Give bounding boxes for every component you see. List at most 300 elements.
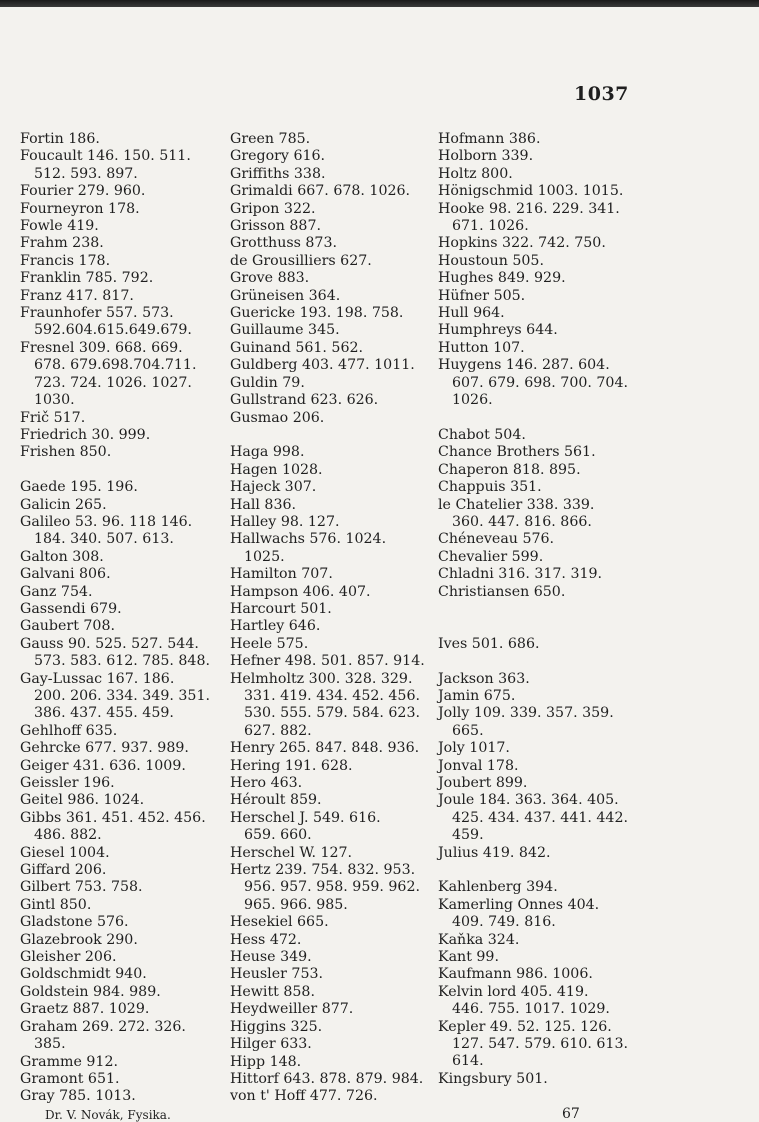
entry-line: Joubert 899. — [438, 774, 528, 791]
entry-line: Holtz 800. — [438, 165, 513, 182]
index-entry — [20, 201, 220, 218]
entry-line: Gilbert 753. 758. — [20, 879, 143, 896]
entry-line: Fourier 279. 960. — [20, 183, 146, 200]
entry-line: Hamilton 707. — [230, 566, 333, 583]
index-entry — [230, 201, 430, 218]
entry-line: Christiansen 650. — [438, 583, 566, 600]
index-entry — [20, 932, 220, 949]
index-entry — [230, 1071, 430, 1088]
entry-line: Gusmao 206. — [230, 409, 325, 426]
entry-line: Frishen 850. — [20, 444, 112, 461]
index-entry — [438, 253, 633, 270]
index-entry — [230, 740, 430, 757]
entry-line: Hughes 849. 929. — [438, 270, 566, 287]
index-entry — [438, 270, 633, 287]
entry-line: Graham 269. 272. 326. — [20, 1018, 186, 1035]
entry-continuation: 127. 547. 579. 610. 613. — [452, 1036, 628, 1053]
entry-line: Galton 308. — [20, 548, 104, 565]
entry-line: Haga 998. — [230, 444, 305, 461]
entry-line: Chladni 316. 317. 319. — [438, 566, 603, 583]
entry-line: Houstoun 505. — [438, 252, 544, 269]
index-entry — [230, 497, 430, 514]
entry-line: Gleisher 206. — [20, 949, 117, 966]
index-entry — [230, 322, 430, 339]
entry-line: Higgins 325. — [230, 1018, 323, 1035]
index-entry — [438, 340, 633, 357]
index-entry — [230, 949, 430, 966]
page-top-shadow — [0, 0, 759, 7]
entry-line: Héroult 859. — [230, 792, 322, 809]
entry-line: Humphreys 644. — [438, 322, 558, 339]
entry-line: Gay-Lussac 167. 186. — [20, 670, 175, 687]
index-entry — [230, 305, 430, 322]
index-entry — [230, 810, 430, 845]
index-entry — [230, 1036, 430, 1053]
entry-line: Hüfner 505. — [438, 287, 526, 304]
entry-line: Gehlhoff 635. — [20, 722, 118, 739]
entry-line: Jonval 178. — [438, 757, 519, 774]
index-entry — [438, 305, 633, 322]
entry-line: Gray 785. 1013. — [20, 1088, 136, 1105]
index-entry — [20, 1001, 220, 1018]
letter-group-gap — [438, 601, 633, 618]
index-entry — [230, 653, 430, 670]
entry-continuation: 512. 593. 897. — [34, 165, 138, 182]
entry-line: Chevalier 599. — [438, 548, 544, 565]
entry-continuation: 671. 1026. — [452, 218, 529, 235]
index-entry — [20, 340, 220, 410]
index-column-2 — [230, 131, 430, 1106]
index-entry — [20, 183, 220, 200]
index-entry — [230, 1088, 430, 1105]
index-entry — [20, 566, 220, 583]
entry-line: Harcourt 501. — [230, 600, 332, 617]
index-entry — [20, 1054, 220, 1071]
entry-line: Fraunhofer 557. 573. — [20, 305, 174, 322]
entry-line: Hallwachs 576. 1024. — [230, 531, 387, 548]
entry-line: Hewitt 858. — [230, 983, 315, 1000]
entry-line: Joule 184. 363. 364. 405. — [438, 792, 619, 809]
index-entry — [20, 914, 220, 931]
index-entry — [438, 566, 633, 583]
entry-line: Frahm 238. — [20, 235, 104, 252]
index-entry — [230, 636, 430, 653]
entry-line: Foucault 146. 150. 511. — [20, 148, 191, 165]
entry-line: Griffiths 338. — [230, 165, 326, 182]
entry-line: Helmholtz 300. 328. 329. — [230, 670, 413, 687]
entry-continuation: 385. — [34, 1036, 66, 1053]
entry-line: Kaňka 324. — [438, 931, 520, 948]
entry-line: Holborn 339. — [438, 148, 534, 165]
index-entry — [438, 357, 633, 409]
entry-line: Henry 265. 847. 848. 936. — [230, 740, 420, 757]
index-entry — [230, 758, 430, 775]
index-entry — [438, 688, 633, 705]
entry-continuation: 459. — [452, 827, 484, 844]
page-number: 1037 — [574, 83, 629, 105]
entry-line: Kingsbury 501. — [438, 1070, 548, 1087]
entry-line: Joly 1017. — [438, 740, 510, 757]
entry-line: Fresnel 309. 668. 669. — [20, 339, 183, 356]
entry-line: von t' Hoff 477. 726. — [230, 1088, 378, 1105]
letter-group-gap — [20, 462, 220, 479]
entry-line: Franz 417. 817. — [20, 287, 134, 304]
index-entry — [438, 984, 633, 1019]
letter-group-gap — [230, 427, 430, 444]
index-entry — [20, 410, 220, 427]
index-entry — [20, 253, 220, 270]
index-entry — [230, 183, 430, 200]
entry-line: Gauss 90. 525. 527. 544. — [20, 635, 199, 652]
index-entry — [20, 444, 220, 461]
letter-group-gap — [438, 618, 633, 635]
entry-line: Gregory 616. — [230, 148, 326, 165]
entry-line: Galvani 806. — [20, 566, 111, 583]
entry-line: Hall 836. — [230, 496, 297, 513]
index-entry — [20, 497, 220, 514]
entry-line: Green 785. — [230, 131, 311, 147]
entry-line: Kamerling Onnes 404. — [438, 896, 600, 913]
index-entry — [20, 810, 220, 845]
entry-line: Hooke 98. 216. 229. 341. — [438, 200, 620, 217]
index-entry — [230, 444, 430, 461]
entry-line: Julius 419. 842. — [438, 844, 551, 861]
index-entry — [230, 392, 430, 409]
entry-line: Giffard 206. — [20, 862, 107, 879]
entry-line: Gibbs 361. 451. 452. 456. — [20, 809, 206, 826]
index-entry — [230, 340, 430, 357]
index-entry — [20, 514, 220, 549]
entry-continuation: 592.604.615.649.679. — [34, 322, 192, 339]
footer-source: Dr. V. Novák, Fysika. — [45, 1108, 171, 1122]
index-entry — [438, 497, 633, 532]
entry-line: Geiger 431. 636. 1009. — [20, 757, 186, 774]
index-entry — [230, 514, 430, 531]
index-entry — [20, 618, 220, 635]
index-entry — [230, 235, 430, 252]
entry-line: Halley 98. 127. — [230, 513, 340, 530]
entry-line: Grimaldi 667. 678. 1026. — [230, 183, 411, 200]
index-entry — [438, 462, 633, 479]
index-entry — [20, 601, 220, 618]
entry-line: Gramme 912. — [20, 1053, 118, 1070]
index-entry — [438, 966, 633, 983]
entry-line: Jolly 109. 339. 357. 359. — [438, 705, 614, 722]
index-entry — [20, 949, 220, 966]
entry-line: Friedrich 30. 999. — [20, 426, 151, 443]
index-entry — [438, 148, 633, 165]
entry-continuation: 627. 882. — [244, 722, 312, 739]
entry-continuation: 409. 749. 816. — [452, 914, 556, 931]
index-entry — [20, 1088, 220, 1105]
index-entry — [20, 897, 220, 914]
index-entry — [20, 740, 220, 757]
entry-line: Hilger 633. — [230, 1036, 312, 1053]
index-entry — [438, 201, 633, 236]
entry-line: Grüneisen 364. — [230, 287, 341, 304]
index-entry — [230, 462, 430, 479]
entry-continuation: 1025. — [244, 548, 285, 565]
entry-continuation: 573. 583. 612. 785. 848. — [34, 653, 210, 670]
index-entry — [438, 636, 633, 653]
entry-line: Ganz 754. — [20, 583, 93, 600]
entry-line: Chance Brothers 561. — [438, 444, 596, 461]
index-entry — [230, 270, 430, 287]
entry-line: Galicin 265. — [20, 496, 107, 513]
entry-line: Herschel J. 549. 616. — [230, 809, 381, 826]
entry-continuation: 386. 437. 455. 459. — [34, 705, 174, 722]
index-entry — [230, 914, 430, 931]
entry-line: Hopkins 322. 742. 750. — [438, 235, 606, 252]
entry-line: Hesekiel 665. — [230, 914, 329, 931]
entry-line: Fowle 419. — [20, 218, 99, 235]
entry-continuation: 965. 966. 985. — [244, 896, 348, 913]
entry-line: de Grousilliers 627. — [230, 252, 372, 269]
index-entry — [230, 775, 430, 792]
entry-line: Frič 517. — [20, 409, 86, 426]
entry-line: Gladstone 576. — [20, 914, 129, 931]
index-entry — [438, 1019, 633, 1071]
index-entry — [20, 131, 220, 148]
index-entry — [20, 879, 220, 896]
index-entry — [438, 235, 633, 252]
index-entry — [438, 792, 633, 844]
index-entry — [438, 879, 633, 896]
entry-line: Grotthuss 873. — [230, 235, 337, 252]
index-entry — [20, 218, 220, 235]
index-entry — [230, 984, 430, 1001]
index-entry — [438, 671, 633, 688]
entry-line: Geitel 986. 1024. — [20, 792, 145, 809]
index-entry — [230, 932, 430, 949]
entry-line: Giesel 1004. — [20, 844, 110, 861]
entry-line: Hertz 239. 754. 832. 953. — [230, 862, 416, 879]
entry-line: Hefner 498. 501. 857. 914. — [230, 653, 425, 670]
index-entry — [20, 845, 220, 862]
entry-line: Kelvin lord 405. 419. — [438, 983, 589, 1000]
letter-group-gap — [438, 653, 633, 670]
index-entry — [20, 723, 220, 740]
index-entry — [438, 479, 633, 496]
index-entry — [438, 322, 633, 339]
entry-line: Glazebrook 290. — [20, 931, 138, 948]
entry-line: Chaperon 818. 895. — [438, 461, 581, 478]
index-entry — [20, 427, 220, 444]
entry-line: Hajeck 307. — [230, 479, 317, 496]
entry-line: Hero 463. — [230, 775, 303, 792]
entry-line: Gintl 850. — [20, 896, 92, 913]
index-entry — [438, 775, 633, 792]
index-entry — [438, 183, 633, 200]
index-entry — [438, 949, 633, 966]
entry-line: Galileo 53. 96. 118 146. — [20, 513, 193, 530]
entry-line: Francis 178. — [20, 252, 111, 269]
entry-line: Hering 191. 628. — [230, 757, 353, 774]
entry-line: Grisson 887. — [230, 218, 321, 235]
entry-line: Goldschmidt 940. — [20, 966, 147, 983]
entry-line: Hönigschmid 1003. 1015. — [438, 183, 624, 200]
entry-continuation: 659. 660. — [244, 827, 312, 844]
entry-continuation: 530. 555. 579. 584. 623. — [244, 705, 420, 722]
index-entry — [20, 775, 220, 792]
letter-group-gap — [438, 862, 633, 879]
entry-continuation: 723. 724. 1026. 1027. — [34, 374, 192, 391]
index-entry — [230, 357, 430, 374]
index-entry — [438, 758, 633, 775]
index-entry — [230, 966, 430, 983]
index-entry — [438, 131, 633, 148]
index-entry — [20, 305, 220, 340]
index-entry — [20, 966, 220, 983]
entry-line: Hofmann 386. — [438, 131, 541, 147]
index-column-3 — [438, 131, 633, 1088]
index-entry — [230, 601, 430, 618]
footer-signature: 67 — [562, 1106, 580, 1122]
index-entry — [20, 758, 220, 775]
index-entry — [20, 288, 220, 305]
entry-line: Heele 575. — [230, 635, 309, 652]
index-entry — [230, 531, 430, 566]
index-entry — [230, 792, 430, 809]
index-entry — [20, 671, 220, 723]
index-entry — [230, 410, 430, 427]
index-entry — [20, 235, 220, 252]
entry-line: Hittorf 643. 878. 879. 984. — [230, 1070, 424, 1087]
entry-continuation: 665. — [452, 722, 484, 739]
entry-continuation: 678. 679.698.704.711. — [34, 357, 197, 374]
index-entry — [230, 1001, 430, 1018]
entry-line: Hess 472. — [230, 931, 302, 948]
index-entry — [20, 584, 220, 601]
entry-line: Chappuis 351. — [438, 479, 542, 496]
index-entry — [20, 270, 220, 287]
index-entry — [438, 845, 633, 862]
entry-line: Gripon 322. — [230, 200, 316, 217]
entry-line: Guldin 79. — [230, 374, 305, 391]
index-entry — [230, 618, 430, 635]
entry-line: Goldstein 984. 989. — [20, 983, 161, 1000]
index-entry — [20, 549, 220, 566]
index-entry — [438, 740, 633, 757]
entry-continuation: 486. 882. — [34, 827, 102, 844]
entry-line: Heydweiller 877. — [230, 1001, 354, 1018]
index-entry — [438, 288, 633, 305]
entry-line: le Chatelier 338. 339. — [438, 496, 595, 513]
index-column-1 — [20, 131, 220, 1106]
entry-continuation: 446. 755. 1017. 1029. — [452, 1001, 610, 1018]
entry-line: Hagen 1028. — [230, 461, 323, 478]
index-entry — [230, 862, 430, 914]
entry-continuation: 425. 434. 437. 441. 442. — [452, 809, 628, 826]
entry-line: Gassendi 679. — [20, 600, 122, 617]
entry-line: Hipp 148. — [230, 1053, 302, 1070]
entry-continuation: 607. 679. 698. 700. 704. — [452, 374, 628, 391]
entry-continuation: 184. 340. 507. 613. — [34, 531, 174, 548]
entry-line: Guinand 561. 562. — [230, 339, 364, 356]
index-entry — [438, 705, 633, 740]
index-entry — [230, 148, 430, 165]
entry-continuation: 1026. — [452, 392, 493, 409]
entry-line: Hutton 107. — [438, 339, 525, 356]
index-entry — [230, 671, 430, 741]
entry-line: Grove 883. — [230, 270, 310, 287]
index-entry — [230, 1054, 430, 1071]
index-entry — [20, 1019, 220, 1054]
index-entry — [20, 1071, 220, 1088]
index-entry — [230, 131, 430, 148]
index-entry — [438, 1071, 633, 1088]
entry-continuation: 956. 957. 958. 959. 962. — [244, 879, 420, 896]
entry-line: Fourneyron 178. — [20, 200, 140, 217]
index-entry — [438, 549, 633, 566]
entry-line: Gramont 651. — [20, 1070, 120, 1087]
entry-line: Gullstrand 623. 626. — [230, 392, 379, 409]
index-entry — [230, 166, 430, 183]
index-entry — [438, 444, 633, 461]
entry-line: Kant 99. — [438, 949, 499, 966]
index-entry — [230, 479, 430, 496]
index-entry — [20, 792, 220, 809]
index-entry — [438, 427, 633, 444]
entry-line: Kaufmann 986. 1006. — [438, 966, 593, 983]
index-entry — [20, 984, 220, 1001]
index-entry — [438, 531, 633, 548]
entry-line: Ives 501. 686. — [438, 635, 540, 652]
entry-continuation: 1030. — [34, 392, 75, 409]
index-entry — [230, 375, 430, 392]
index-entry — [20, 862, 220, 879]
entry-line: Gaede 195. 196. — [20, 479, 138, 496]
entry-continuation: 331. 419. 434. 452. 456. — [244, 687, 420, 704]
entry-line: Herschel W. 127. — [230, 844, 353, 861]
index-entry — [230, 584, 430, 601]
letter-group-gap — [438, 410, 633, 427]
index-entry — [230, 288, 430, 305]
index-entry — [230, 566, 430, 583]
entry-line: Guldberg 403. 477. 1011. — [230, 357, 415, 374]
entry-line: Guillaume 345. — [230, 322, 340, 339]
entry-line: Chabot 504. — [438, 426, 526, 443]
index-entry — [438, 897, 633, 932]
index-entry — [230, 253, 430, 270]
index-entry — [20, 148, 220, 183]
entry-continuation: 360. 447. 816. 866. — [452, 513, 592, 530]
entry-line: Guericke 193. 198. 758. — [230, 305, 404, 322]
index-entry — [438, 166, 633, 183]
entry-line: Graetz 887. 1029. — [20, 1001, 150, 1018]
entry-line: Jackson 363. — [438, 670, 530, 687]
index-entry — [230, 845, 430, 862]
index-entry — [20, 636, 220, 671]
entry-line: Hampson 406. 407. — [230, 583, 371, 600]
entry-line: Gehrcke 677. 937. 989. — [20, 740, 189, 757]
entry-line: Gaubert 708. — [20, 618, 115, 635]
index-entry — [20, 479, 220, 496]
entry-line: Hull 964. — [438, 305, 505, 322]
entry-continuation: 200. 206. 334. 349. 351. — [34, 687, 210, 704]
entry-line: Heusler 753. — [230, 966, 324, 983]
entry-line: Heuse 349. — [230, 949, 312, 966]
entry-line: Franklin 785. 792. — [20, 270, 154, 287]
entry-continuation: 614. — [452, 1053, 484, 1070]
index-entry — [230, 1019, 430, 1036]
entry-line: Jamin 675. — [438, 687, 516, 704]
entry-line: Kepler 49. 52. 125. 126. — [438, 1018, 612, 1035]
entry-line: Geissler 196. — [20, 775, 115, 792]
index-entry — [438, 932, 633, 949]
entry-line: Huygens 146. 287. 604. — [438, 357, 610, 374]
entry-line: Kahlenberg 394. — [438, 879, 558, 896]
